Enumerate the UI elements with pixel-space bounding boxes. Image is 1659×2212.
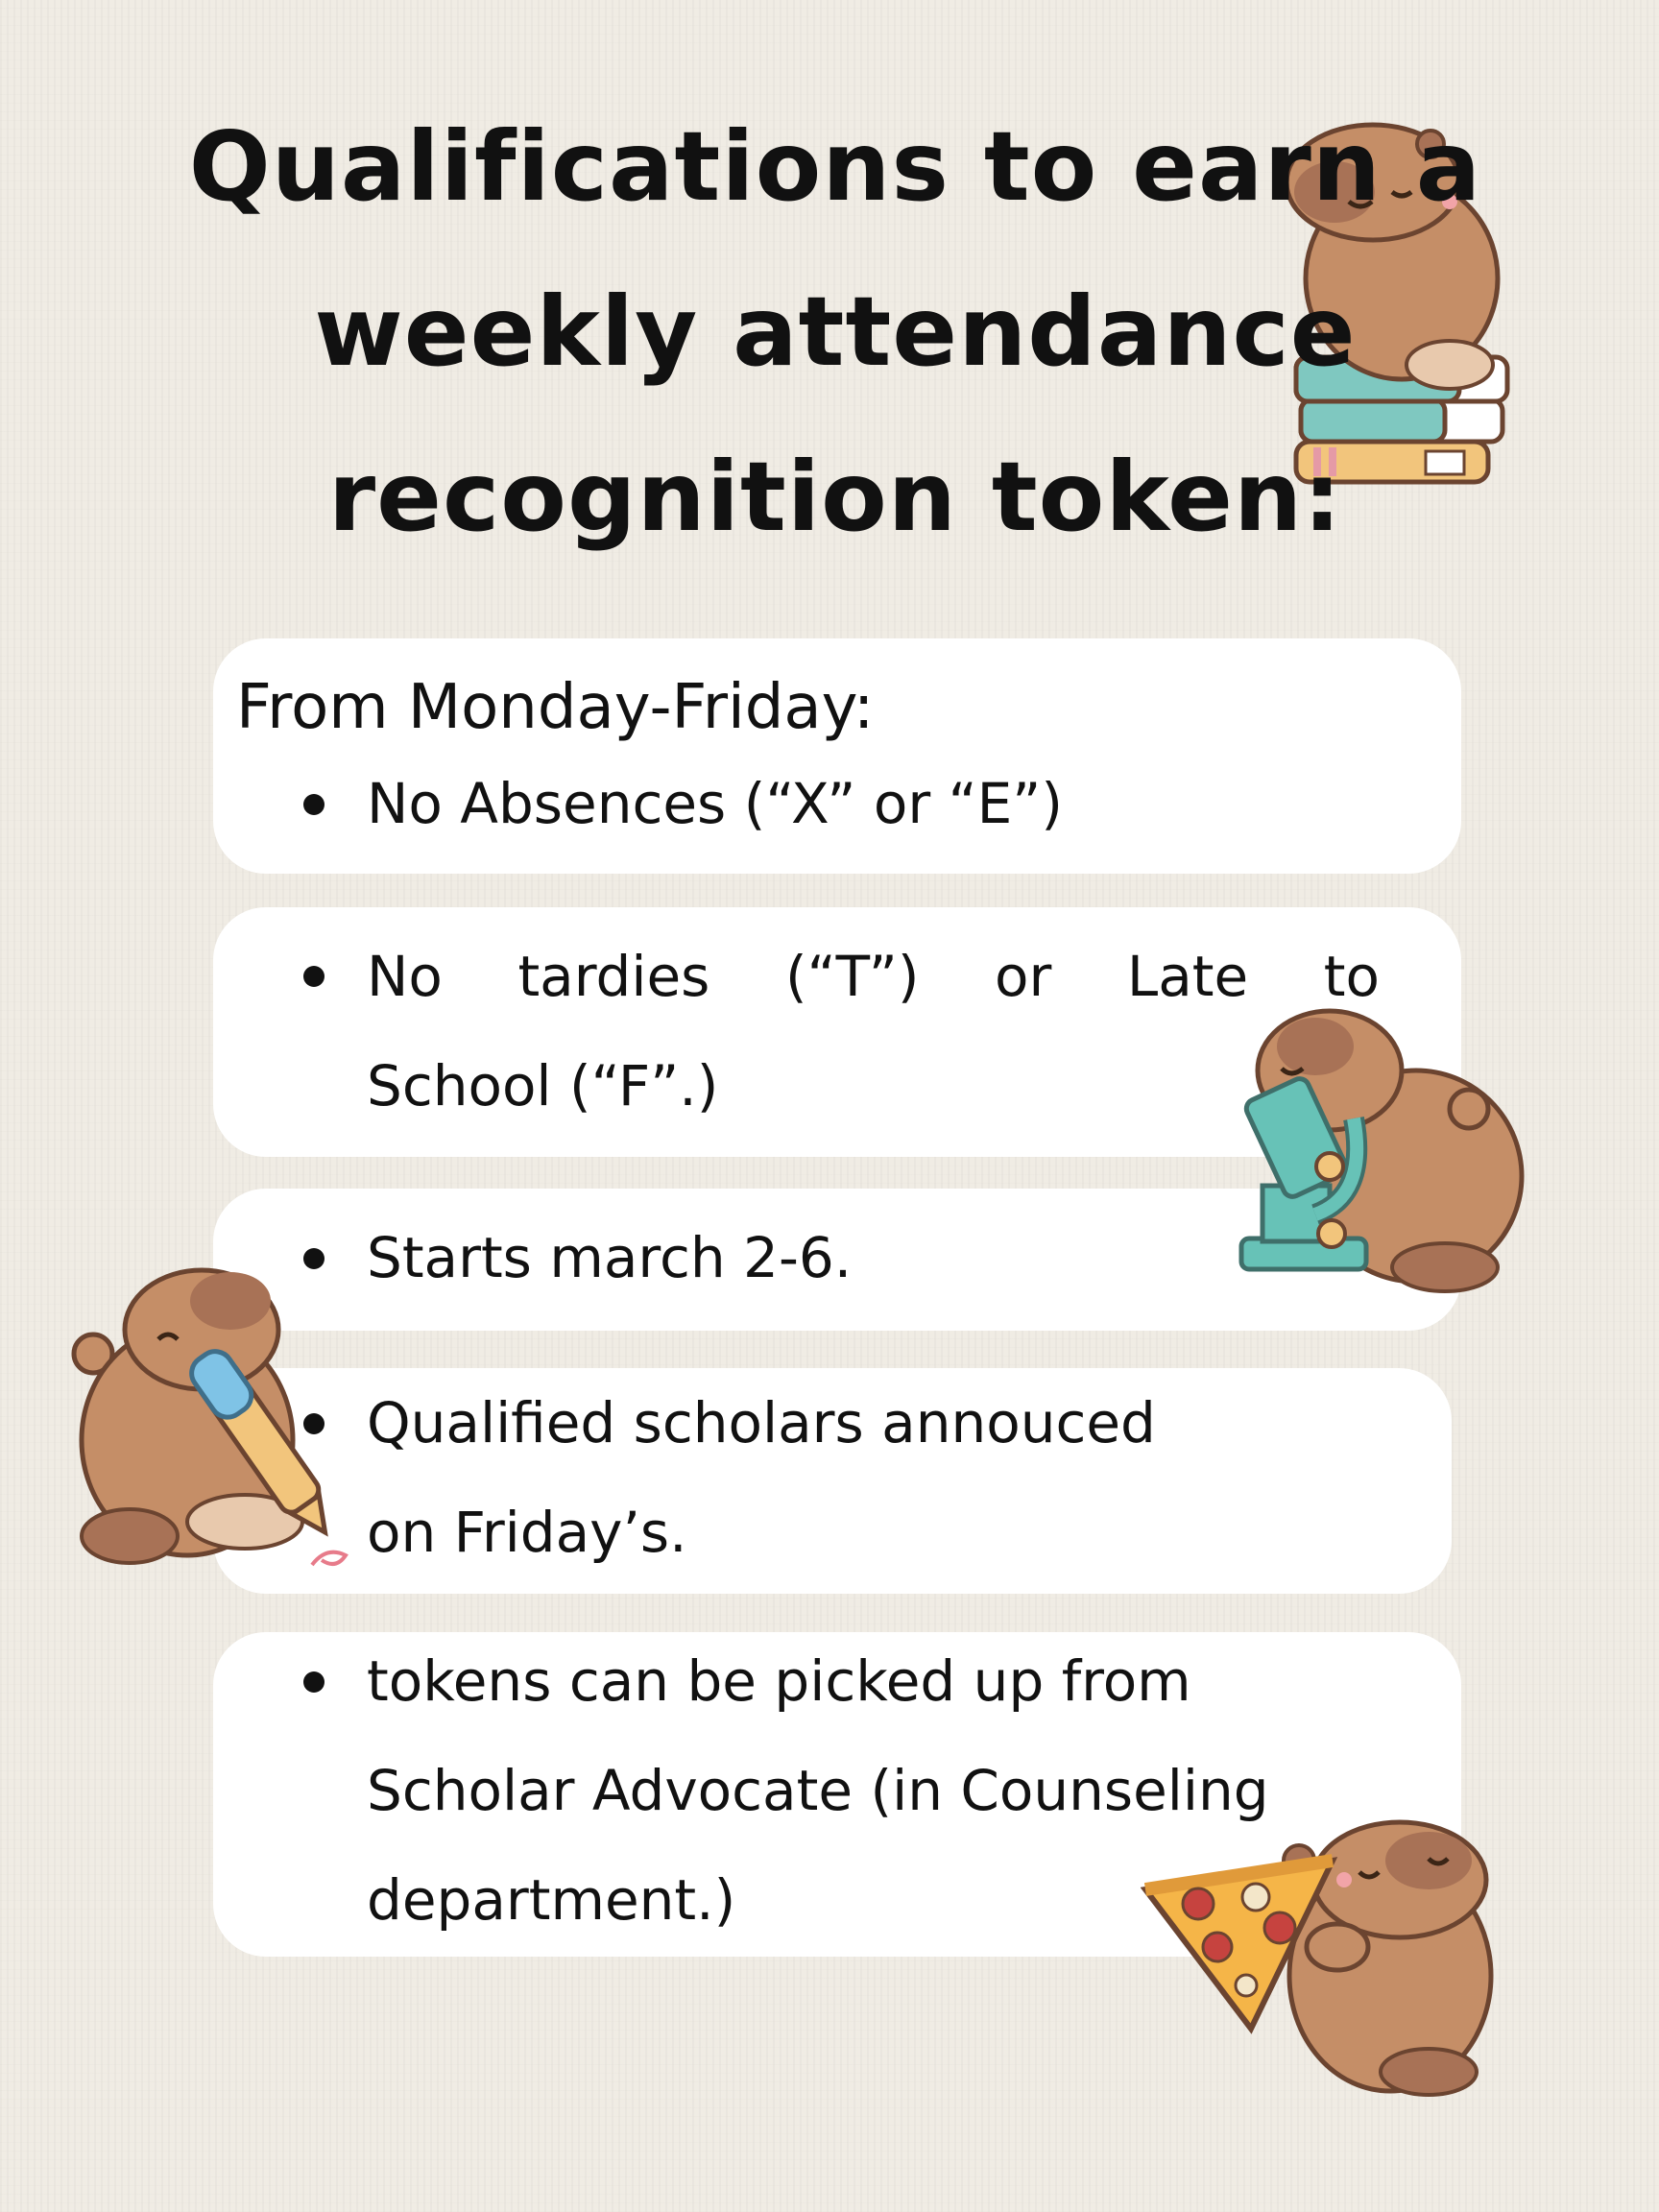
capybara-pizza-icon xyxy=(1141,1813,1505,2101)
title-line-1: Qualifications to earn a xyxy=(188,110,1482,223)
capybara-pen-icon xyxy=(53,1248,370,1575)
schedule-heading: From Monday-Friday: xyxy=(236,672,875,743)
bullet xyxy=(303,1671,325,1693)
item-announced-line-2: on Friday’s. xyxy=(367,1500,687,1565)
item-start-date: Starts march 2-6. xyxy=(367,1225,853,1290)
bullet xyxy=(303,966,325,987)
item-tardies-line-2: School (“F”.) xyxy=(367,1053,719,1118)
item-tokens-line-3: department.) xyxy=(367,1867,736,1933)
item-tokens-line-2: Scholar Advocate (in Counseling xyxy=(367,1758,1269,1823)
capybara-microscope-icon xyxy=(1224,994,1531,1301)
title-line-3: recognition token: xyxy=(327,441,1343,553)
item-tardies-line-1: No tardies (“T”) or Late to xyxy=(367,944,1380,1009)
page-title xyxy=(58,84,1613,580)
item-absences: No Absences (“X” or “E”) xyxy=(367,771,1063,836)
title-line-2: weekly attendance xyxy=(314,276,1357,388)
item-tokens-line-1: tokens can be picked up from xyxy=(367,1648,1191,1714)
bullet xyxy=(303,1413,325,1434)
item-announced-line-1: Qualified scholars annouced xyxy=(367,1390,1156,1455)
bullet xyxy=(303,1248,325,1269)
bullet xyxy=(303,794,325,815)
